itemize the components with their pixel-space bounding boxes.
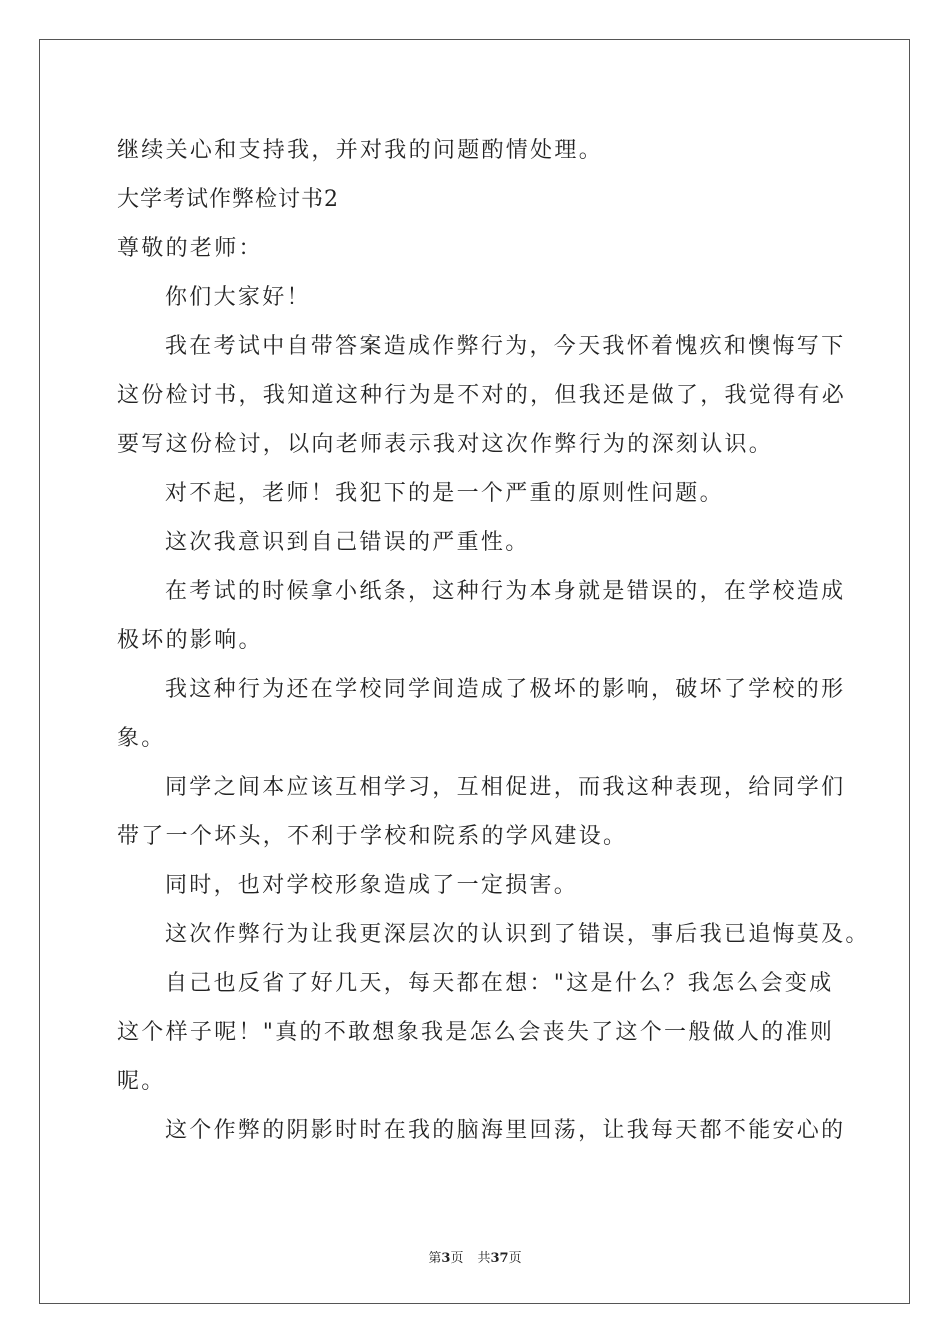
text-line: 我在考试中自带答案造成作弊行为，今天我怀着愧疚和懊悔写下 bbox=[165, 334, 846, 359]
text-line: 自己也反省了好几天，每天都在想："这是什么？我怎么会变成 bbox=[165, 971, 834, 996]
text-line: 在考试的时候拿小纸条，这种行为本身就是错误的，在学校造成 bbox=[165, 579, 846, 604]
text-line: 要写这份检讨，以向老师表示我对这次作弊行为的深刻认识。 bbox=[117, 432, 774, 457]
total-suffix: 页 bbox=[508, 1251, 522, 1266]
document-body bbox=[117, 126, 870, 1155]
text-line: 同时，也对学校形象造成了一定损害。 bbox=[165, 873, 579, 898]
text-line: 带了一个坏头，不利于学校和院系的学风建设。 bbox=[117, 824, 628, 849]
page-prefix: 第 bbox=[428, 1251, 442, 1266]
page-suffix: 页 bbox=[450, 1251, 464, 1266]
text-line: 象。 bbox=[117, 726, 166, 751]
total-prefix: 共 bbox=[477, 1251, 491, 1266]
section-title: 大学考试作弊检讨书2 bbox=[117, 187, 339, 212]
salutation: 尊敬的老师： bbox=[117, 236, 263, 261]
text-line: 这次我意识到自己错误的严重性。 bbox=[165, 530, 530, 555]
text-line: 呢。 bbox=[117, 1069, 166, 1094]
text-line: 这个作弊的阴影时时在我的脑海里回荡，让我每天都不能安心的 bbox=[165, 1118, 846, 1143]
total-pages: 37 bbox=[490, 1251, 509, 1266]
text-line: 我这种行为还在学校同学间造成了极坏的影响，破坏了学校的形 bbox=[165, 677, 846, 702]
text-line: 这个样子呢！"真的不敢想象我是怎么会丧失了这个一般做人的准则 bbox=[117, 1020, 835, 1045]
greeting: 你们大家好！ bbox=[165, 285, 311, 310]
text-line: 这份检讨书，我知道这种行为是不对的，但我还是做了，我觉得有必 bbox=[117, 383, 847, 408]
text-line: 这次作弊行为让我更深层次的认识到了错误，事后我已追悔莫及。 bbox=[165, 922, 870, 947]
text-line: 极坏的影响。 bbox=[117, 628, 263, 653]
page-number: 3 bbox=[441, 1251, 451, 1266]
page-footer bbox=[0, 1247, 950, 1266]
text-line: 继续关心和支持我，并对我的问题酌情处理。 bbox=[117, 138, 604, 163]
text-line: 对不起，老师！我犯下的是一个严重的原则性问题。 bbox=[165, 481, 724, 506]
text-line: 同学之间本应该互相学习，互相促进，而我这种表现，给同学们 bbox=[165, 775, 846, 800]
